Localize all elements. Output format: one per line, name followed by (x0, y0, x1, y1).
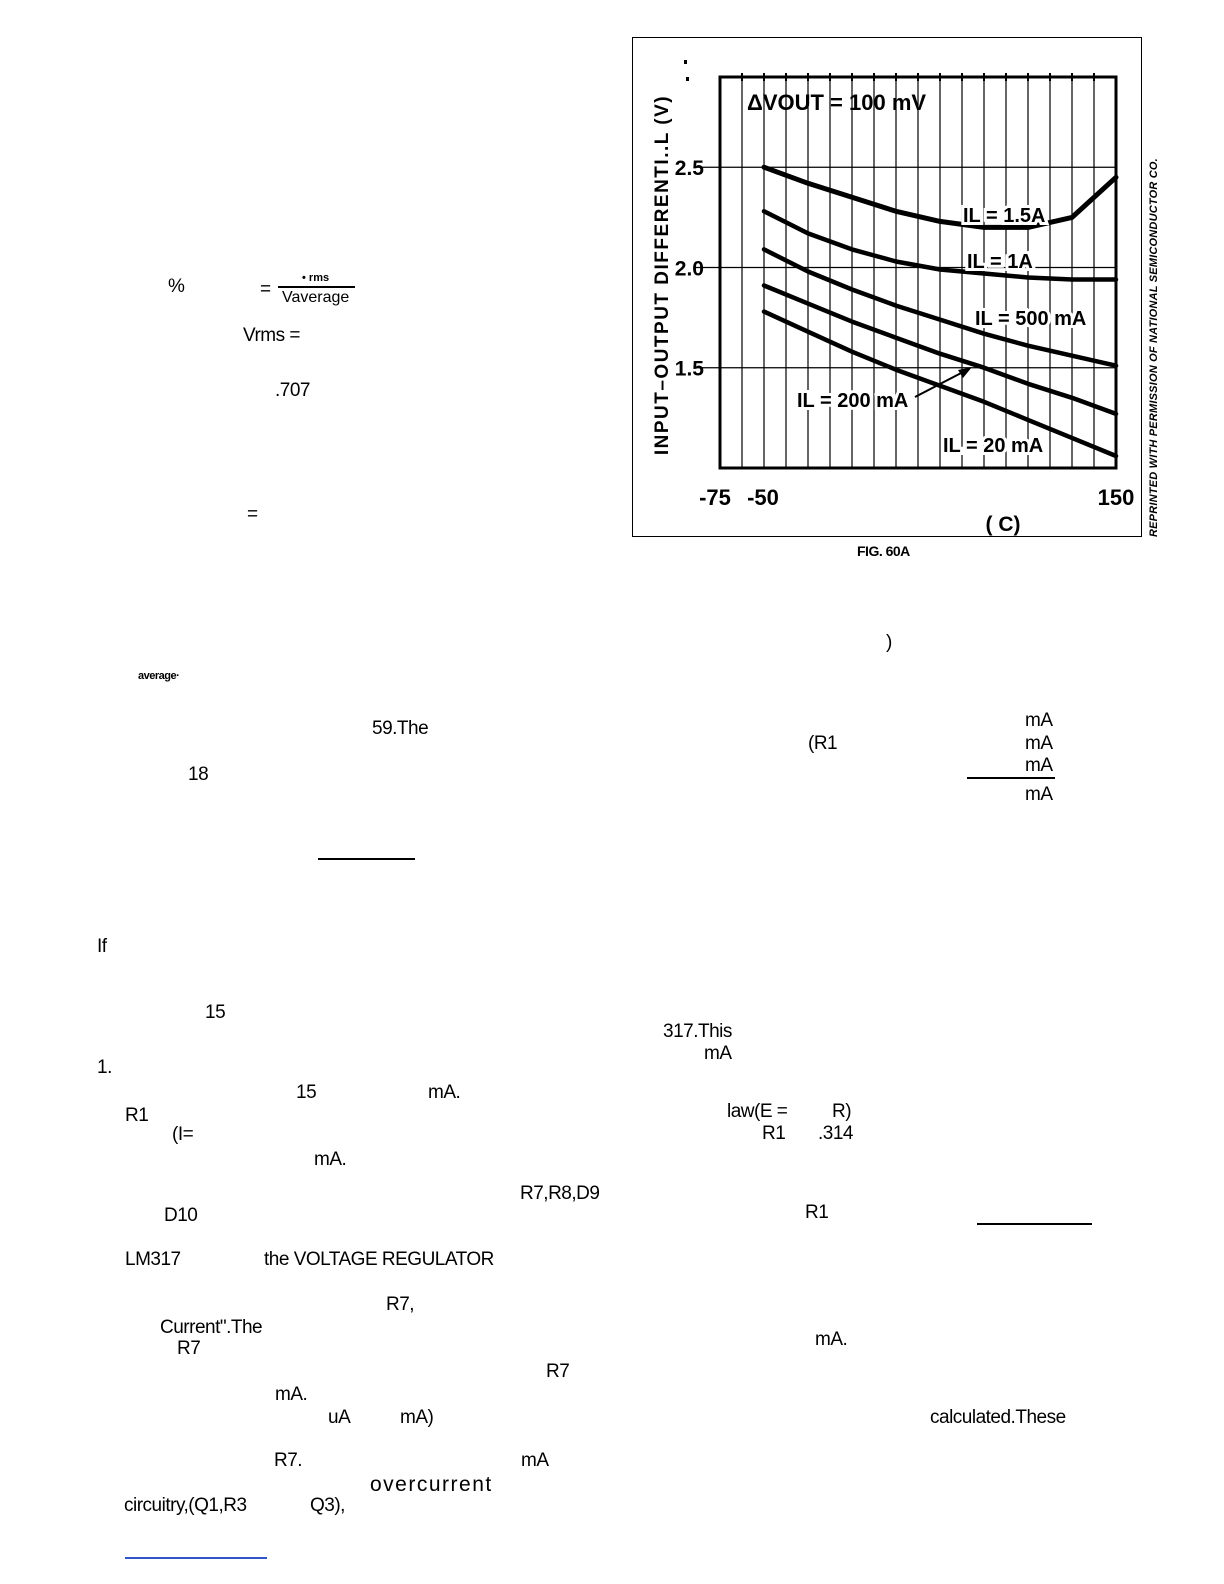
ma-4: mA) (400, 1407, 434, 1428)
calculated-these: calculated.These (930, 1407, 1066, 1428)
series-label: IL = 20 mA (943, 435, 1044, 457)
r1-c: R1 (805, 1202, 829, 1223)
current-eq: (I= (172, 1124, 194, 1145)
x-axis-label: ( C) (985, 513, 1021, 536)
current-the: Current".The (160, 1317, 263, 1338)
x-tick-label: -50 (747, 485, 779, 510)
vout-annotation: ΔVOUT = 100 mV (747, 90, 927, 115)
stray-mark (684, 60, 687, 64)
voltage-regulator-text: the VOLTAGE REGULATOR (264, 1249, 494, 1270)
value-314: .314 (818, 1123, 853, 1144)
close-paren: ) (886, 632, 892, 653)
r7-a: R7, (386, 1294, 415, 1315)
percent-symbol: % (168, 276, 185, 297)
stray-mark (686, 77, 689, 81)
circuitry-q1-r3: circuitry,(Q1,R3 (124, 1495, 247, 1516)
link-underline (125, 1557, 267, 1559)
y-tick-label: 2.5 (674, 157, 704, 181)
ma-f: mA. (815, 1329, 848, 1350)
series-label: IL = 200 mA (797, 390, 909, 412)
y-axis-label: INPUT–OUTPUT DIFFERENTI..L (V) (652, 94, 673, 456)
ma-2: mA. (314, 1149, 347, 1170)
answer-underline (977, 1223, 1092, 1225)
ma-3: mA. (275, 1384, 308, 1405)
r7-c: R7 (546, 1361, 570, 1382)
blank-underline (318, 858, 415, 860)
number-15-a: 15 (205, 1002, 226, 1023)
equals-sign: = (247, 504, 258, 525)
y-tick-label: 2.0 (674, 257, 704, 281)
d10-label: D10 (164, 1205, 198, 1226)
vrms-equation: Vrms = (243, 325, 300, 346)
dropout-voltage-chart (0, 0, 1224, 600)
formula-denominator: Vaverage (282, 289, 350, 306)
ma-b: mA (1025, 733, 1053, 754)
list-item-1: 1. (97, 1057, 112, 1078)
r1-b: R1 (762, 1123, 786, 1144)
r7-d: R7. (274, 1450, 303, 1471)
r1-open: (R1 (808, 733, 838, 754)
reprint-credit: REPRINTED WITH PERMISSION OF NATIONAL SEMICONDUCTOR CO. (1148, 158, 1160, 537)
x-tick-label: 150 (1097, 485, 1135, 510)
q3-label: Q3), (310, 1495, 345, 1516)
figure-caption: FIG. 60A (857, 543, 910, 559)
average-subscript: average· (138, 670, 180, 682)
r1-label: R1 (125, 1105, 149, 1126)
r7-b: R7 (177, 1338, 201, 1359)
overcurrent-word: overcurrent (370, 1473, 493, 1496)
text-317-this: 317.This (663, 1021, 732, 1042)
r7-r8-d9: R7,R8,D9 (520, 1183, 600, 1204)
x-tick-label: -75 (699, 485, 731, 510)
r-close: R) (832, 1101, 852, 1122)
label-arrow-head (958, 367, 972, 378)
series-label: IL = 1.5A (963, 205, 1046, 227)
number-18: 18 (188, 764, 209, 785)
ma-a: mA (1025, 710, 1053, 731)
y-tick-label: 1.5 (674, 357, 704, 381)
ohms-law: law(E = (727, 1101, 788, 1122)
formula-numerator: • rms (302, 272, 330, 284)
number-15-b: 15 (296, 1082, 317, 1103)
series-label: IL = 500 mA (975, 308, 1087, 330)
value-707: .707 (275, 380, 310, 401)
if-word: If (97, 936, 107, 957)
sum-rule (967, 777, 1055, 779)
ma-1: mA. (428, 1082, 461, 1103)
fig59-text: 59.The (372, 718, 429, 739)
ma-d: mA (1025, 784, 1053, 805)
lm317-label: LM317 (125, 1249, 181, 1270)
ma-5: mA (521, 1450, 549, 1471)
series-label: IL = 1A (967, 251, 1033, 273)
microamp: uA (328, 1407, 351, 1428)
ma-c: mA (1025, 755, 1053, 776)
formula-equals: = (260, 279, 272, 300)
ma-e: mA (704, 1043, 732, 1064)
